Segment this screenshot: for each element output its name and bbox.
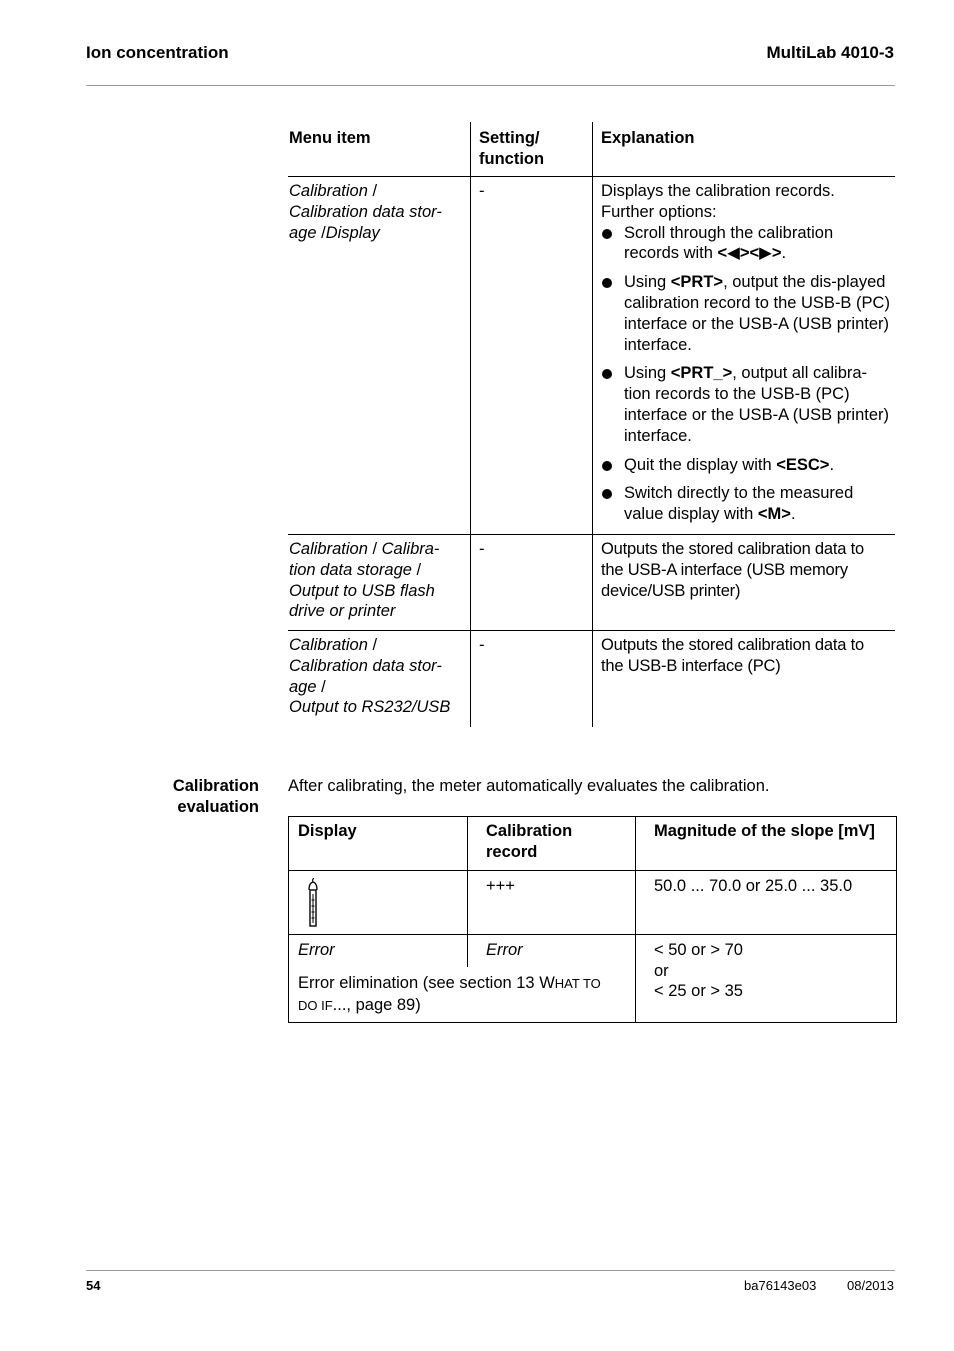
table2-header-record: Calibration record <box>486 822 573 861</box>
table1-col-divider-1 <box>470 122 471 727</box>
bullet-icon <box>602 461 612 471</box>
table2-row1-record: +++ <box>486 877 515 895</box>
table1-row2-menu-item: Calibration / Calibra- tion data storage / Output to USB flash drive or printer <box>289 540 440 621</box>
table2-col-divider-2 <box>635 816 636 1022</box>
table1-row1-setting: - <box>479 182 485 200</box>
page-number: 54 <box>86 1278 101 1293</box>
header-rule <box>86 85 895 86</box>
table2-row2-record: Error <box>486 941 523 959</box>
table1-col-divider-2 <box>592 122 593 727</box>
table1-row1-explanation: Displays the calibration records. Further options: Scroll through the calibration records with <◀><▶>. Using <PRT>, output the dis-played calibration record to the USB-B (PC) interface or the USB-A (USB printer) interface. Using <PRT_>, output all calibra-tion records to the USB-B (PC) interface or the USB-A (USB printer) interface. Quit the display with <ESC>. Switch directly to the measured value display with <M>. <box>601 182 890 524</box>
table2-col-divider-1 <box>467 816 468 967</box>
table1-row3-setting: - <box>479 636 485 654</box>
running-header-title: Ion concentration <box>86 43 229 62</box>
table2-row2-magnitude: < 50 or > 70 or < 25 or > 35 <box>654 941 743 1000</box>
table1-header-setting: Setting/ function <box>479 129 545 168</box>
table1-header-menu-item: Menu item <box>289 129 371 147</box>
list-item: Using <PRT>, output the dis-played calibration record to the USB-B (PC) interface or the USB-A (USB printer) interface. <box>601 272 891 355</box>
table1-row1-menu-item: Calibration / Calibration data stor- age /Display <box>289 182 442 242</box>
table2-row1-magnitude: 50.0 ... 70.0 or 25.0 ... 35.0 <box>654 877 853 895</box>
bullet-icon <box>602 229 612 239</box>
table2-row-divider <box>288 934 897 935</box>
table1-row2-explanation: Outputs the stored calibration data to the USB-A interface (USB memory device/USB printer) <box>601 540 864 600</box>
table1-row-divider <box>288 176 895 177</box>
bullet-icon <box>602 369 612 379</box>
section-margin-heading: Calibration evaluation <box>172 777 259 816</box>
document-number: ba76143e03 <box>744 1278 817 1293</box>
table1-header-explanation: Explanation <box>601 129 695 147</box>
list-item: Using <PRT_>, output all calibra-tion records to the USB-B (PC) interface or the USB-A (USB printer) interface. <box>601 363 891 446</box>
table2-header-magnitude: Magnitude of the slope [mV] <box>654 822 875 840</box>
table1-row3-menu-item: Calibration / Calibration data stor- age / Output to RS232/USB <box>289 636 451 717</box>
running-header-product: MultiLab 4010-3 <box>766 43 894 62</box>
list-item: Scroll through the calibration records with <◀><▶>. <box>601 223 891 265</box>
footer-rule <box>86 1270 895 1271</box>
document-date: 08/2013 <box>847 1278 894 1293</box>
table2-row2-display: Error <box>298 941 335 959</box>
section-intro-text: After calibrating, the meter automatically evaluates the calibration. <box>288 777 770 795</box>
table2-row-divider <box>288 870 897 871</box>
table1-row-divider <box>288 534 895 535</box>
list-item: Switch directly to the measured value display with <M>. <box>601 483 891 525</box>
bullet-icon <box>602 278 612 288</box>
table1-row-divider <box>288 630 895 631</box>
table1-row2-setting: - <box>479 540 485 558</box>
bullet-icon <box>602 489 612 499</box>
electrode-icon <box>305 878 321 928</box>
table2-header-display: Display <box>298 822 357 840</box>
list-item: Quit the display with <ESC>. <box>601 455 891 476</box>
table1-row3-explanation: Outputs the stored calibration data to the USB-B interface (PC) <box>601 636 864 675</box>
table2-error-note: Error elimination (see section 13 WHAT TO DO IF..., page 89) <box>298 974 601 1014</box>
